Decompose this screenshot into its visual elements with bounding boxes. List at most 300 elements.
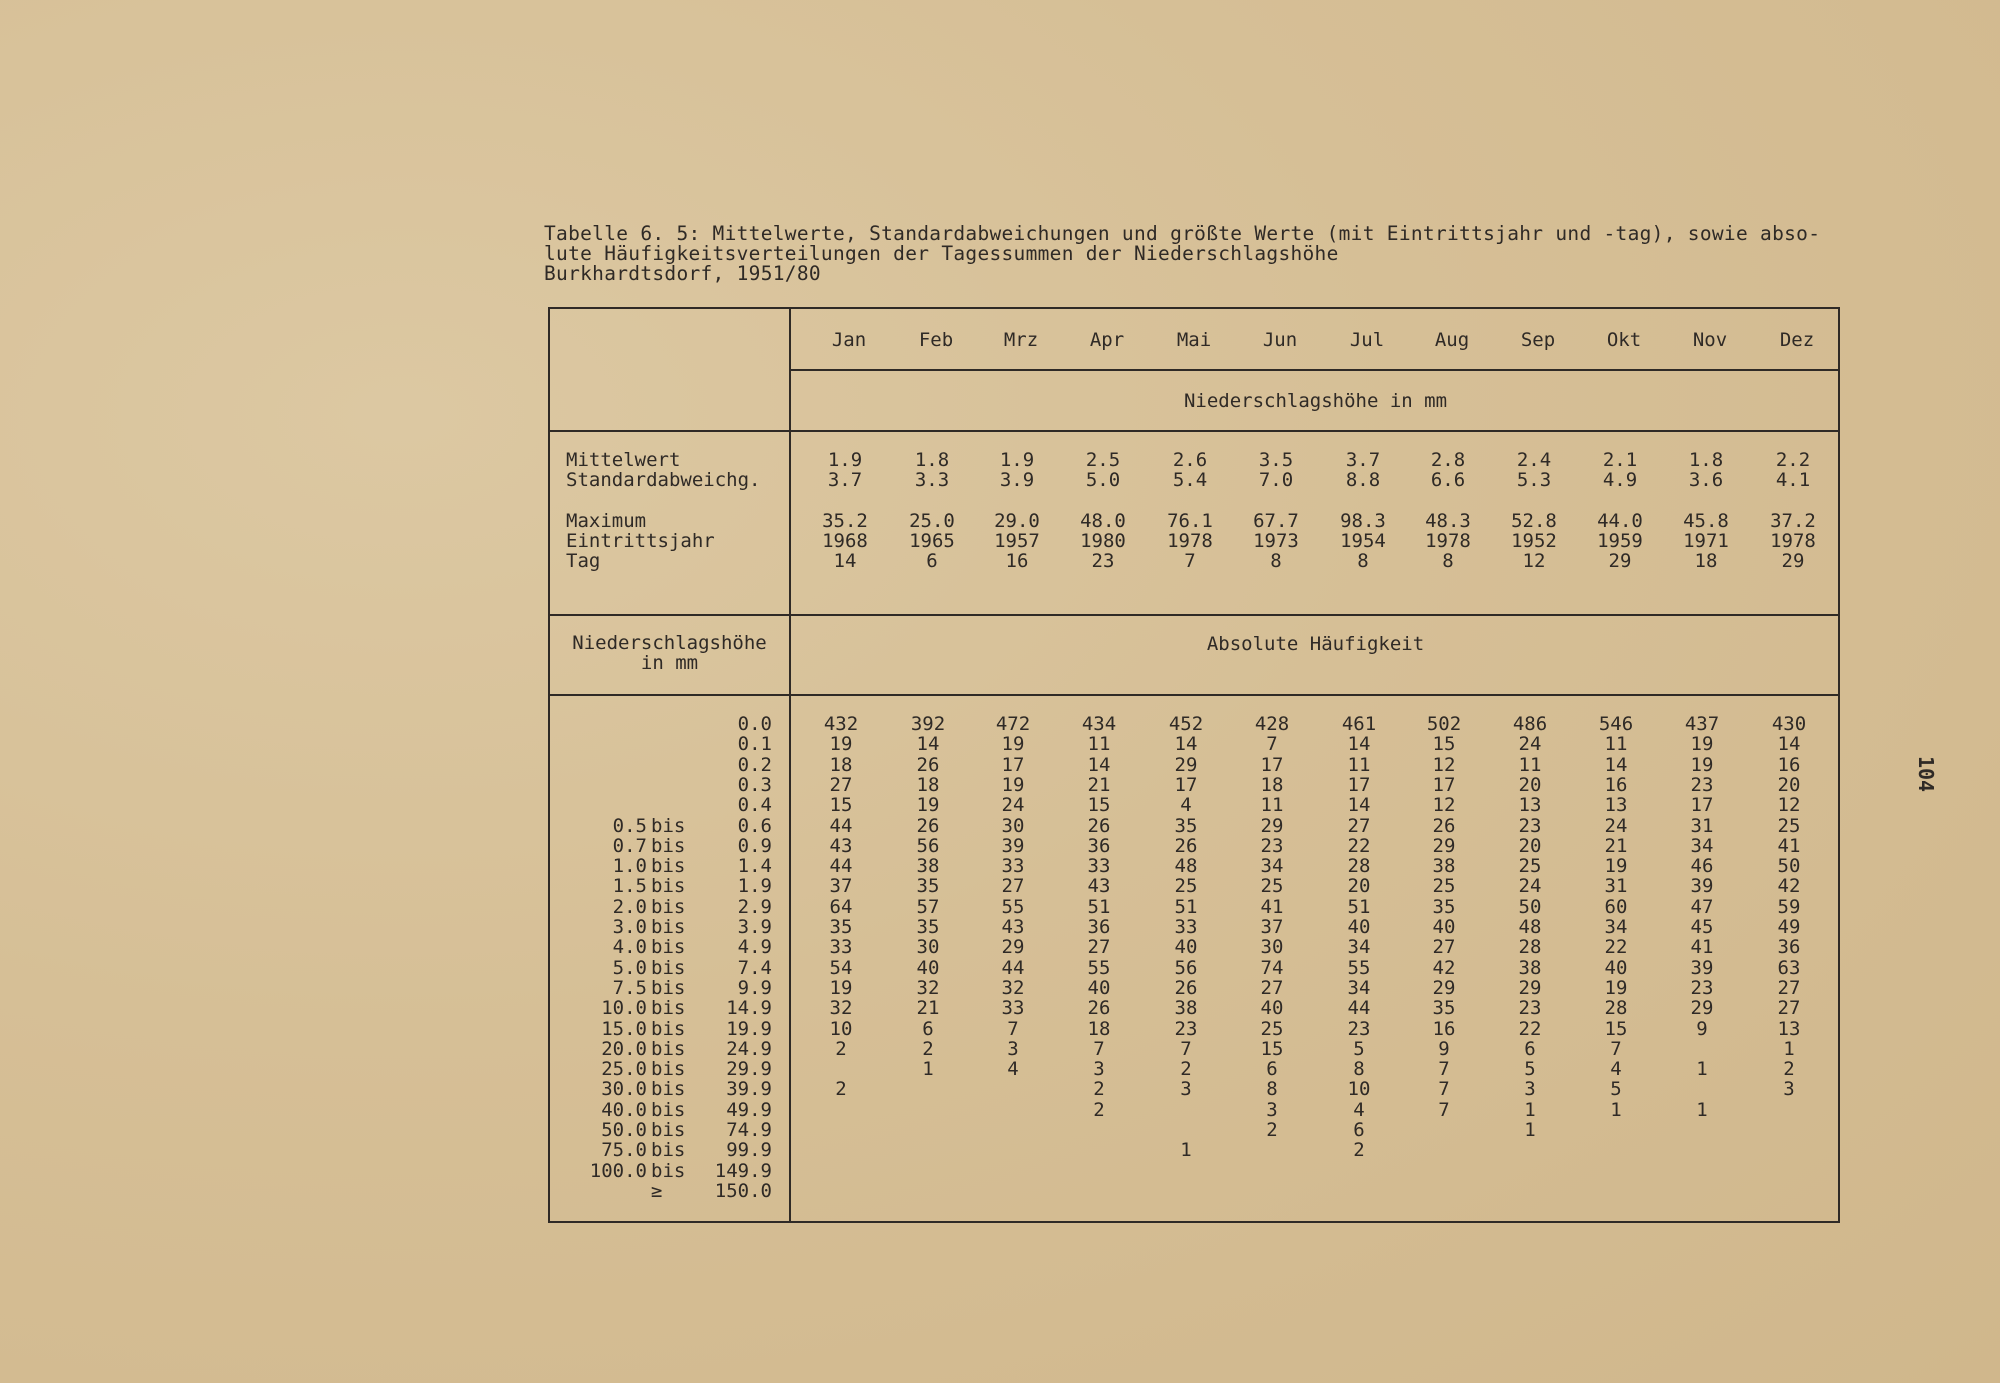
range-to: 24.9 bbox=[726, 1038, 772, 1060]
frequency-cell: 37 bbox=[1260, 916, 1284, 938]
frequency-cell: 57 bbox=[916, 896, 940, 918]
frequency-cell: 34 bbox=[1690, 835, 1714, 857]
day-value: 8 bbox=[1442, 550, 1454, 572]
frequency-cell: 10 bbox=[829, 1018, 853, 1040]
frequency-cell: 27 bbox=[1260, 977, 1284, 999]
frequency-cell: 2 bbox=[1266, 1119, 1278, 1141]
frequency-cell: 43 bbox=[1001, 916, 1025, 938]
max-value: 25.0 bbox=[909, 510, 955, 532]
range-to: 2.9 bbox=[737, 896, 772, 918]
frequency-cell: 38 bbox=[1432, 855, 1456, 877]
frequency-cell: 35 bbox=[1174, 815, 1198, 837]
range-from: 0.7 bbox=[612, 835, 647, 857]
year-value: 1978 bbox=[1167, 530, 1213, 552]
frequency-cell: 19 bbox=[1604, 977, 1628, 999]
frequency-cell: 27 bbox=[1432, 936, 1456, 958]
frequency-cell: 40 bbox=[1174, 936, 1198, 958]
mean-value: 1.9 bbox=[827, 449, 863, 471]
frequency-cell: 19 bbox=[1690, 754, 1714, 776]
frequency-cell: 2 bbox=[1093, 1078, 1105, 1100]
range-to: 1.9 bbox=[737, 875, 772, 897]
frequency-cell: 7 bbox=[1610, 1038, 1622, 1060]
day-label: Tag bbox=[566, 550, 601, 572]
frequency-cell: 30 bbox=[916, 936, 940, 958]
frequency-cell: 36 bbox=[1087, 835, 1111, 857]
frequency-cell: 2 bbox=[1783, 1058, 1795, 1080]
range-from: 30.0 bbox=[601, 1078, 647, 1100]
frequency-cell: 55 bbox=[1347, 957, 1371, 979]
frequency-cell: 21 bbox=[1604, 835, 1628, 857]
frequency-cell: 2 bbox=[922, 1038, 934, 1060]
range-to: 99.9 bbox=[726, 1139, 772, 1161]
frequency-cell: 461 bbox=[1341, 713, 1377, 735]
year-value: 1973 bbox=[1253, 530, 1299, 552]
frequency-cell: 26 bbox=[916, 754, 940, 776]
range-to: 0.0 bbox=[737, 713, 772, 735]
range-from: 7.5 bbox=[612, 977, 647, 999]
frequency-cell: 54 bbox=[829, 957, 853, 979]
frequency-cell: 14 bbox=[1347, 733, 1371, 755]
day-value: 7 bbox=[1184, 550, 1196, 572]
frequency-cell: 17 bbox=[1260, 754, 1284, 776]
day-value: 29 bbox=[1781, 550, 1805, 572]
frequency-cell: 434 bbox=[1081, 713, 1117, 735]
frequency-cell: 3 bbox=[1093, 1058, 1105, 1080]
frequency-cell: 40 bbox=[916, 957, 940, 979]
range-bis: bis bbox=[651, 896, 686, 918]
std-value: 5.0 bbox=[1085, 469, 1121, 491]
frequency-cell: 40 bbox=[1347, 916, 1371, 938]
frequency-cell: 432 bbox=[823, 713, 859, 735]
divider-under-frequency-header bbox=[548, 694, 1840, 696]
range-to: 19.9 bbox=[726, 1018, 772, 1040]
frequency-cell: 21 bbox=[916, 997, 940, 1019]
frequency-cell: 10 bbox=[1347, 1078, 1371, 1100]
mean-value: 2.1 bbox=[1602, 449, 1638, 471]
frequency-cell: 2 bbox=[1353, 1139, 1365, 1161]
frequency-cell: 29 bbox=[1174, 754, 1198, 776]
frequency-cell: 1 bbox=[1610, 1099, 1622, 1121]
frequency-cell: 27 bbox=[1777, 977, 1801, 999]
range-bis: bis bbox=[651, 855, 686, 877]
frequency-cell: 34 bbox=[1604, 916, 1628, 938]
frequency-cell: 25 bbox=[1174, 875, 1198, 897]
range-from: 2.0 bbox=[612, 896, 647, 918]
range-to: 7.4 bbox=[737, 957, 772, 979]
frequency-cell: 20 bbox=[1777, 774, 1801, 796]
range-from: 10.0 bbox=[601, 997, 647, 1019]
frequency-cell: 17 bbox=[1174, 774, 1198, 796]
range-bis: bis bbox=[651, 1058, 686, 1080]
frequency-cell: 39 bbox=[1690, 875, 1714, 897]
frequency-cell: 15 bbox=[1604, 1018, 1628, 1040]
frequency-cell: 13 bbox=[1777, 1018, 1801, 1040]
frequency-cell: 452 bbox=[1168, 713, 1204, 735]
max-value: 35.2 bbox=[822, 510, 868, 532]
std-value: 8.8 bbox=[1345, 469, 1381, 491]
frequency-cell: 2 bbox=[835, 1038, 847, 1060]
frequency-cell: 39 bbox=[1001, 835, 1025, 857]
frequency-cell: 27 bbox=[1347, 815, 1371, 837]
frequency-cell: 29 bbox=[1518, 977, 1542, 999]
frequency-cell: 7 bbox=[1007, 1018, 1019, 1040]
frequency-cell: 1 bbox=[1783, 1038, 1795, 1060]
frequency-cell: 29 bbox=[1001, 936, 1025, 958]
frequency-cell: 37 bbox=[829, 875, 853, 897]
frequency-cell: 27 bbox=[1087, 936, 1111, 958]
std-value: 5.3 bbox=[1516, 469, 1552, 491]
range-from: 3.0 bbox=[612, 916, 647, 938]
mean-label: Mittelwert bbox=[566, 449, 681, 471]
frequency-cell: 32 bbox=[829, 997, 853, 1019]
range-bis: bis bbox=[651, 1018, 686, 1040]
frequency-cell: 33 bbox=[829, 936, 853, 958]
frequency-cell: 33 bbox=[1001, 997, 1025, 1019]
mean-value: 1.8 bbox=[1688, 449, 1724, 471]
caption-line-3: Burkhardtsdorf, 1951/80 bbox=[544, 262, 821, 285]
frequency-cell: 19 bbox=[1001, 774, 1025, 796]
range-from: 1.5 bbox=[612, 875, 647, 897]
frequency-cell: 1 bbox=[1696, 1099, 1708, 1121]
frequency-cell: 15 bbox=[1260, 1038, 1284, 1060]
frequency-cell: 23 bbox=[1690, 977, 1714, 999]
frequency-cell: 26 bbox=[916, 815, 940, 837]
frequency-cell: 17 bbox=[1690, 794, 1714, 816]
frequency-cell: 4 bbox=[1180, 794, 1192, 816]
frequency-cell: 32 bbox=[916, 977, 940, 999]
frequency-cell: 38 bbox=[1174, 997, 1198, 1019]
frequency-cell: 35 bbox=[1432, 997, 1456, 1019]
max-value: 45.8 bbox=[1683, 510, 1729, 532]
std-value: 3.9 bbox=[999, 469, 1035, 491]
frequency-cell: 546 bbox=[1598, 713, 1634, 735]
range-bis: bis bbox=[651, 997, 686, 1019]
frequency-cell: 41 bbox=[1777, 835, 1801, 857]
max-value: 98.3 bbox=[1340, 510, 1386, 532]
frequency-cell: 46 bbox=[1690, 855, 1714, 877]
frequency-cell: 30 bbox=[1001, 815, 1025, 837]
frequency-right-header: Absolute Häufigkeit bbox=[1206, 633, 1425, 655]
range-bis: bis bbox=[651, 875, 686, 897]
frequency-cell: 45 bbox=[1690, 916, 1714, 938]
std-value: 4.9 bbox=[1602, 469, 1638, 491]
frequency-cell: 3 bbox=[1266, 1099, 1278, 1121]
frequency-cell: 18 bbox=[1087, 1018, 1111, 1040]
frequency-cell: 11 bbox=[1518, 754, 1542, 776]
frequency-cell: 20 bbox=[1347, 875, 1371, 897]
frequency-cell: 55 bbox=[1087, 957, 1111, 979]
frequency-cell: 3 bbox=[1783, 1078, 1795, 1100]
month-header-jan: Jan bbox=[831, 329, 867, 351]
range-to: 29.9 bbox=[726, 1058, 772, 1080]
range-bis: bis bbox=[651, 977, 686, 999]
frequency-cell: 12 bbox=[1777, 794, 1801, 816]
frequency-cell: 8 bbox=[1353, 1058, 1365, 1080]
frequency-cell: 23 bbox=[1690, 774, 1714, 796]
month-header-sep: Sep bbox=[1520, 329, 1556, 351]
frequency-cell: 5 bbox=[1524, 1058, 1536, 1080]
frequency-cell: 23 bbox=[1174, 1018, 1198, 1040]
frequency-cell: 21 bbox=[1087, 774, 1111, 796]
frequency-cell: 1 bbox=[1696, 1058, 1708, 1080]
frequency-cell: 7 bbox=[1438, 1099, 1450, 1121]
frequency-cell: 64 bbox=[829, 896, 853, 918]
frequency-left-header-line-2: in mm bbox=[640, 652, 699, 674]
mean-value: 2.5 bbox=[1085, 449, 1121, 471]
frequency-cell: 51 bbox=[1347, 896, 1371, 918]
range-to: 0.3 bbox=[737, 774, 772, 796]
frequency-cell: 19 bbox=[1690, 733, 1714, 755]
frequency-cell: 7 bbox=[1438, 1058, 1450, 1080]
caption-line-1: Tabelle 6. 5: Mittelwerte, Standardabweichungen und größte Werte (mit Eintrittsjahr und -tag), sowie abso- bbox=[544, 222, 1821, 245]
frequency-cell: 38 bbox=[916, 855, 940, 877]
frequency-cell: 24 bbox=[1604, 815, 1628, 837]
day-value: 12 bbox=[1522, 550, 1546, 572]
range-to: 0.6 bbox=[737, 815, 772, 837]
frequency-cell: 17 bbox=[1347, 774, 1371, 796]
range-from: 4.0 bbox=[612, 936, 647, 958]
frequency-cell: 14 bbox=[1087, 754, 1111, 776]
range-from: 75.0 bbox=[601, 1139, 647, 1161]
frequency-cell: 35 bbox=[916, 875, 940, 897]
range-bis: bis bbox=[651, 936, 686, 958]
frequency-cell: 32 bbox=[1001, 977, 1025, 999]
day-value: 8 bbox=[1270, 550, 1282, 572]
std-value: 5.4 bbox=[1172, 469, 1208, 491]
frequency-cell: 7 bbox=[1438, 1078, 1450, 1100]
range-from: 15.0 bbox=[601, 1018, 647, 1040]
frequency-cell: 35 bbox=[916, 916, 940, 938]
frequency-cell: 14 bbox=[1604, 754, 1628, 776]
frequency-cell: 392 bbox=[910, 713, 946, 735]
frequency-cell: 29 bbox=[1260, 815, 1284, 837]
frequency-cell: 22 bbox=[1604, 936, 1628, 958]
year-value: 1980 bbox=[1080, 530, 1126, 552]
frequency-cell: 4 bbox=[1353, 1099, 1365, 1121]
frequency-cell: 20 bbox=[1518, 835, 1542, 857]
frequency-cell: 35 bbox=[1432, 896, 1456, 918]
mean-value: 3.7 bbox=[1345, 449, 1381, 471]
frequency-cell: 51 bbox=[1174, 896, 1198, 918]
range-bis: bis bbox=[651, 1139, 686, 1161]
frequency-cell: 26 bbox=[1174, 835, 1198, 857]
frequency-cell: 24 bbox=[1518, 875, 1542, 897]
frequency-cell: 17 bbox=[1001, 754, 1025, 776]
range-bis: bis bbox=[651, 835, 686, 857]
frequency-cell: 34 bbox=[1260, 855, 1284, 877]
frequency-cell: 56 bbox=[916, 835, 940, 857]
frequency-cell: 11 bbox=[1604, 733, 1628, 755]
frequency-left-header-line-1: Niederschlagshöhe bbox=[572, 632, 767, 654]
frequency-cell: 38 bbox=[1518, 957, 1542, 979]
range-to: 14.9 bbox=[726, 997, 772, 1019]
frequency-cell: 6 bbox=[922, 1018, 934, 1040]
frequency-cell: 14 bbox=[1777, 733, 1801, 755]
frequency-cell: 7 bbox=[1093, 1038, 1105, 1060]
mean-value: 2.8 bbox=[1430, 449, 1466, 471]
frequency-left-header bbox=[550, 633, 789, 673]
frequency-cell: 33 bbox=[1174, 916, 1198, 938]
frequency-cell: 17 bbox=[1432, 774, 1456, 796]
range-from: 5.0 bbox=[612, 957, 647, 979]
frequency-cell: 15 bbox=[1432, 733, 1456, 755]
frequency-cell: 14 bbox=[1347, 794, 1371, 816]
range-from: 20.0 bbox=[601, 1038, 647, 1060]
range-to: 49.9 bbox=[726, 1099, 772, 1121]
frequency-cell: 27 bbox=[1777, 997, 1801, 1019]
day-value: 23 bbox=[1091, 550, 1115, 572]
frequency-cell: 14 bbox=[1174, 733, 1198, 755]
frequency-cell: 36 bbox=[1777, 936, 1801, 958]
range-to: 0.9 bbox=[737, 835, 772, 857]
frequency-cell: 19 bbox=[1604, 855, 1628, 877]
month-header-okt: Okt bbox=[1606, 329, 1642, 351]
year-value: 1954 bbox=[1340, 530, 1386, 552]
frequency-cell: 44 bbox=[1347, 997, 1371, 1019]
frequency-cell: 26 bbox=[1174, 977, 1198, 999]
std-value: 3.6 bbox=[1688, 469, 1724, 491]
divider-above-frequency bbox=[548, 614, 1840, 616]
day-value: 8 bbox=[1357, 550, 1369, 572]
month-header-feb: Feb bbox=[918, 329, 954, 351]
frequency-cell: 35 bbox=[829, 916, 853, 938]
frequency-cell: 15 bbox=[829, 794, 853, 816]
frequency-cell: 40 bbox=[1260, 997, 1284, 1019]
std-value: 4.1 bbox=[1775, 469, 1811, 491]
frequency-cell: 27 bbox=[829, 774, 853, 796]
max-value: 76.1 bbox=[1167, 510, 1213, 532]
frequency-cell: 59 bbox=[1777, 896, 1801, 918]
frequency-cell: 23 bbox=[1260, 835, 1284, 857]
frequency-cell: 28 bbox=[1604, 997, 1628, 1019]
std-value: 7.0 bbox=[1258, 469, 1294, 491]
frequency-cell: 5 bbox=[1353, 1038, 1365, 1060]
frequency-cell: 43 bbox=[1087, 875, 1111, 897]
frequency-cell: 19 bbox=[829, 733, 853, 755]
frequency-cell: 39 bbox=[1690, 957, 1714, 979]
page-number: 104 bbox=[1914, 755, 1939, 793]
frequency-cell: 16 bbox=[1777, 754, 1801, 776]
frequency-cell: 9 bbox=[1438, 1038, 1450, 1060]
frequency-cell: 26 bbox=[1432, 815, 1456, 837]
frequency-cell: 9 bbox=[1696, 1018, 1708, 1040]
max-value: 29.0 bbox=[994, 510, 1040, 532]
frequency-cell: 25 bbox=[1432, 875, 1456, 897]
frequency-cell: 51 bbox=[1087, 896, 1111, 918]
range-to: 1.4 bbox=[737, 855, 772, 877]
frequency-cell: 48 bbox=[1174, 855, 1198, 877]
unit-header: Niederschlagshöhe in mm bbox=[1183, 390, 1448, 412]
frequency-cell: 34 bbox=[1347, 936, 1371, 958]
max-value: 37.2 bbox=[1770, 510, 1816, 532]
day-value: 16 bbox=[1005, 550, 1029, 572]
frequency-cell: 42 bbox=[1432, 957, 1456, 979]
frequency-cell: 18 bbox=[829, 754, 853, 776]
frequency-cell: 23 bbox=[1518, 997, 1542, 1019]
frequency-cell: 26 bbox=[1087, 997, 1111, 1019]
range-to: 150.0 bbox=[714, 1180, 772, 1202]
year-value: 1971 bbox=[1683, 530, 1729, 552]
frequency-cell: 12 bbox=[1432, 794, 1456, 816]
frequency-cell: 33 bbox=[1087, 855, 1111, 877]
frequency-cell: 11 bbox=[1087, 733, 1111, 755]
max-value: 44.0 bbox=[1597, 510, 1643, 532]
frequency-cell: 41 bbox=[1260, 896, 1284, 918]
std-label: Standardabweichg. bbox=[566, 469, 761, 491]
mean-value: 3.5 bbox=[1258, 449, 1294, 471]
frequency-cell: 22 bbox=[1347, 835, 1371, 857]
frequency-cell: 12 bbox=[1432, 754, 1456, 776]
range-from: 0.5 bbox=[612, 815, 647, 837]
frequency-cell: 36 bbox=[1087, 916, 1111, 938]
frequency-cell: 50 bbox=[1777, 855, 1801, 877]
frequency-cell: 22 bbox=[1518, 1018, 1542, 1040]
range-bis: bis bbox=[651, 815, 686, 837]
frequency-cell: 29 bbox=[1690, 997, 1714, 1019]
month-header-jul: Jul bbox=[1349, 329, 1385, 351]
frequency-cell: 40 bbox=[1604, 957, 1628, 979]
frequency-cell: 63 bbox=[1777, 957, 1801, 979]
frequency-cell: 49 bbox=[1777, 916, 1801, 938]
frequency-cell: 74 bbox=[1260, 957, 1284, 979]
range-bis: bis bbox=[651, 1038, 686, 1060]
frequency-cell: 28 bbox=[1518, 936, 1542, 958]
frequency-cell: 2 bbox=[835, 1078, 847, 1100]
range-bis: bis bbox=[651, 957, 686, 979]
frequency-cell: 25 bbox=[1518, 855, 1542, 877]
frequency-cell: 30 bbox=[1260, 936, 1284, 958]
year-value: 1978 bbox=[1770, 530, 1816, 552]
frequency-cell: 16 bbox=[1604, 774, 1628, 796]
maximum-label: Maximum bbox=[566, 510, 647, 532]
month-header-jun: Jun bbox=[1262, 329, 1298, 351]
mean-value: 1.9 bbox=[999, 449, 1035, 471]
range-to: 74.9 bbox=[726, 1119, 772, 1141]
frequency-cell: 3 bbox=[1007, 1038, 1019, 1060]
frequency-cell: 47 bbox=[1690, 896, 1714, 918]
label-column-divider bbox=[789, 307, 791, 1223]
frequency-cell: 13 bbox=[1604, 794, 1628, 816]
range-bis: ≥ bbox=[651, 1180, 663, 1202]
frequency-cell: 44 bbox=[829, 855, 853, 877]
frequency-cell: 23 bbox=[1347, 1018, 1371, 1040]
day-value: 6 bbox=[926, 550, 938, 572]
frequency-cell: 20 bbox=[1518, 774, 1542, 796]
range-to: 4.9 bbox=[737, 936, 772, 958]
frequency-cell: 14 bbox=[916, 733, 940, 755]
range-to: 9.9 bbox=[737, 977, 772, 999]
range-from: 25.0 bbox=[601, 1058, 647, 1080]
frequency-cell: 1 bbox=[922, 1058, 934, 1080]
frequency-cell: 1 bbox=[1524, 1119, 1536, 1141]
frequency-cell: 3 bbox=[1180, 1078, 1192, 1100]
frequency-cell: 41 bbox=[1690, 936, 1714, 958]
frequency-cell: 18 bbox=[916, 774, 940, 796]
frequency-cell: 437 bbox=[1684, 713, 1720, 735]
frequency-cell: 29 bbox=[1432, 835, 1456, 857]
year-value: 1965 bbox=[909, 530, 955, 552]
frequency-cell: 50 bbox=[1518, 896, 1542, 918]
std-value: 3.7 bbox=[827, 469, 863, 491]
range-from: 40.0 bbox=[601, 1099, 647, 1121]
frequency-cell: 40 bbox=[1432, 916, 1456, 938]
range-from: 100.0 bbox=[589, 1160, 647, 1182]
frequency-cell: 7 bbox=[1266, 733, 1278, 755]
year-label: Eintrittsjahr bbox=[566, 530, 715, 552]
range-to: 3.9 bbox=[737, 916, 772, 938]
frequency-cell: 430 bbox=[1771, 713, 1807, 735]
frequency-cell: 40 bbox=[1087, 977, 1111, 999]
